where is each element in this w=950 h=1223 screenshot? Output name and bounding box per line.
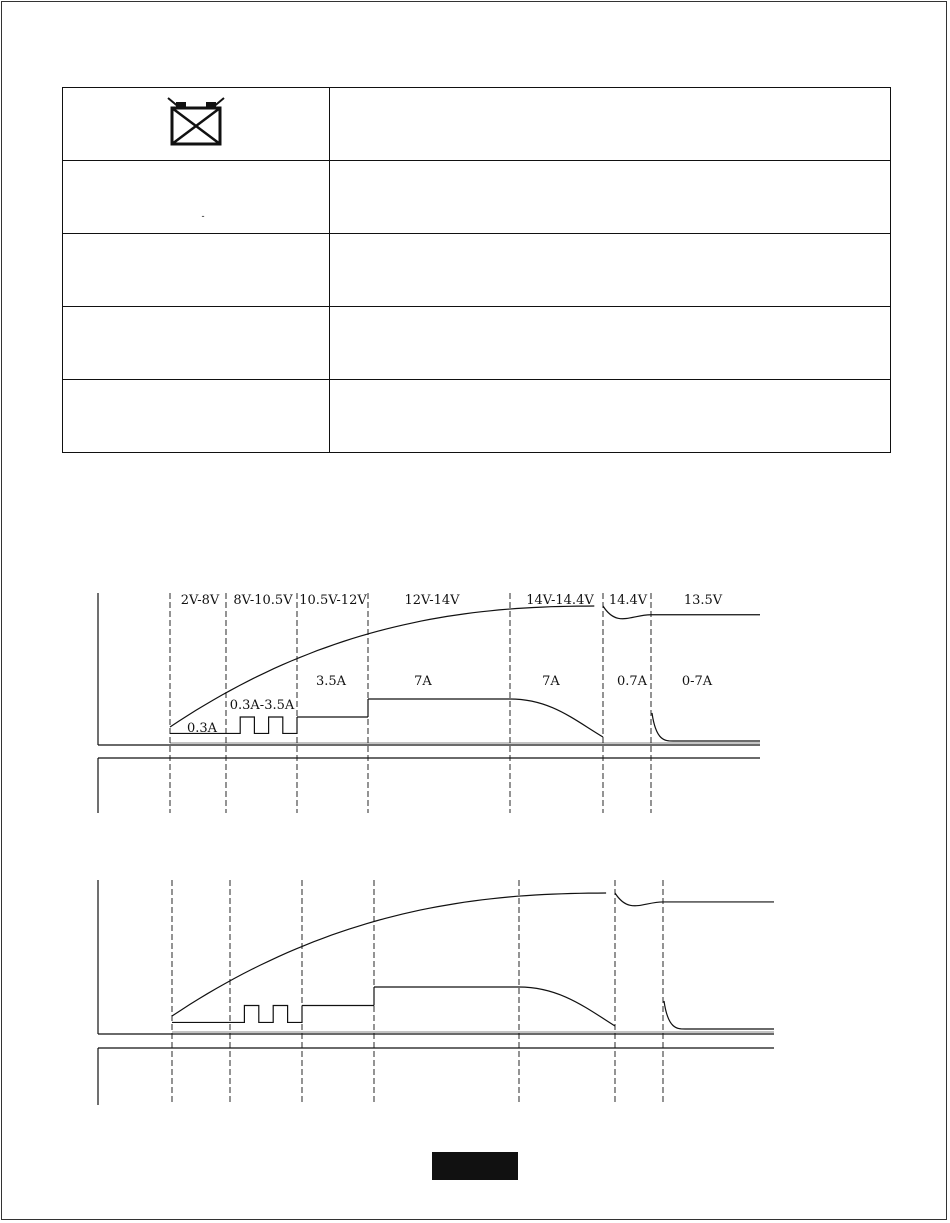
current-label-1: 0.3A	[186, 721, 218, 736]
current-label-7: 0-7A	[681, 674, 713, 689]
voltage-label-4: 12V-14V	[404, 593, 460, 608]
cell-mark: -	[201, 212, 205, 222]
current-label-6: 0.7A	[616, 674, 648, 689]
current-label-3: 3.5A	[315, 674, 347, 689]
current-pulse-stage	[230, 1006, 302, 1023]
current-taper	[519, 987, 615, 1026]
voltage-label-7: 13.5V	[683, 593, 723, 608]
current-label-5: 7A	[542, 674, 560, 689]
current-label-2: 0.3A-3.5A	[229, 698, 295, 713]
current-float-tail	[664, 1001, 685, 1029]
voltage-label-3: 10.5V-12V	[299, 593, 367, 608]
current-pulse-stage	[226, 717, 297, 733]
page-number-tab	[432, 1152, 518, 1180]
current-taper	[510, 699, 603, 737]
voltage-label-1: 2V-8V	[180, 593, 220, 608]
voltage-label-2: 8V-10.5V	[233, 593, 293, 608]
voltage-label-5: 14V-14.4V	[526, 593, 594, 608]
current-float-tail	[652, 713, 673, 741]
voltage-absorption-drop	[615, 893, 663, 906]
current-label-4: 7A	[414, 674, 432, 689]
voltage-curve	[172, 893, 606, 1016]
voltage-label-6: 14.4V	[608, 593, 648, 608]
